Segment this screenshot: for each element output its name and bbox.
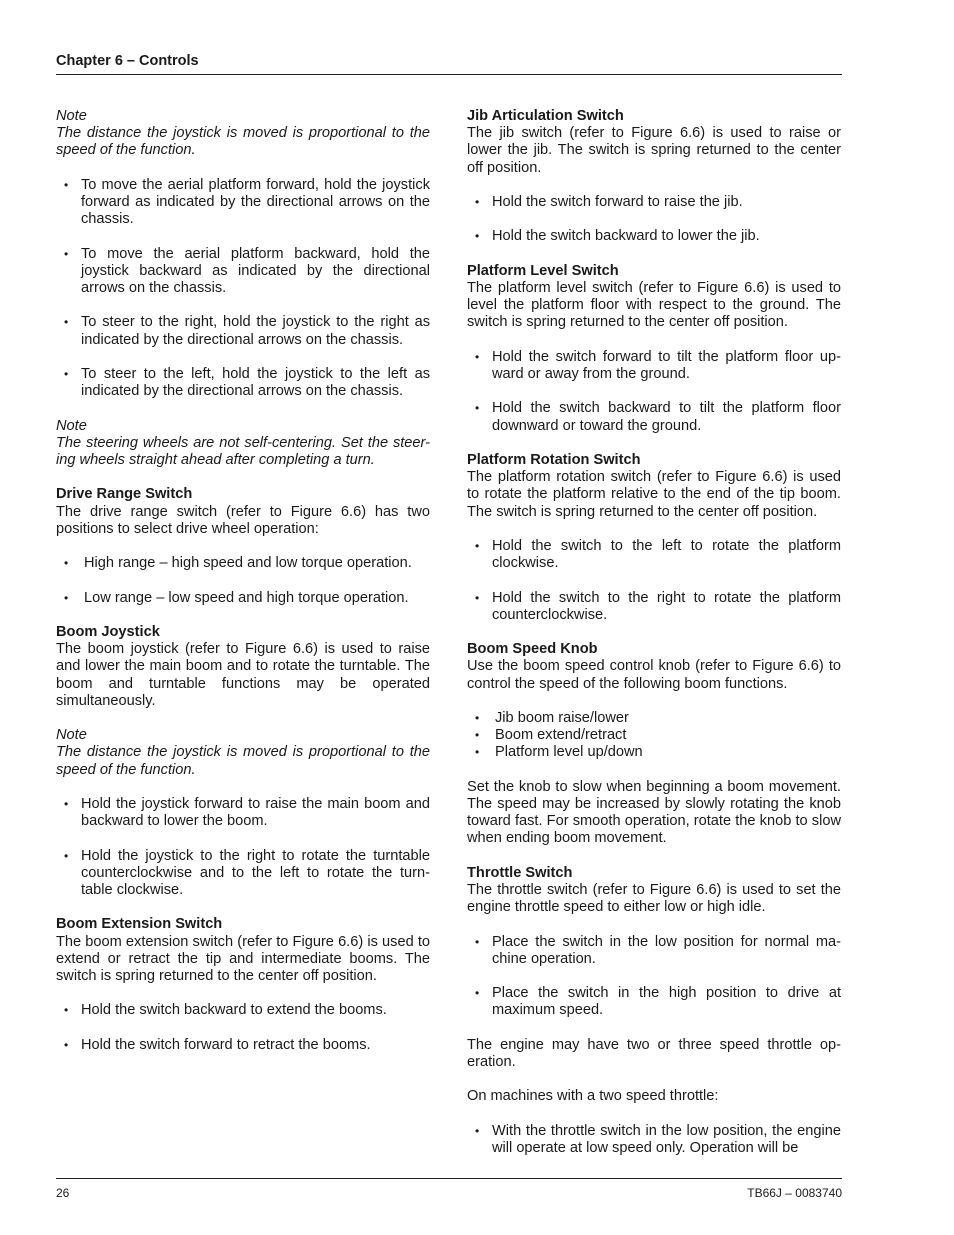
list-item: • Hold the switch to the left to rotate the platform clockwise.	[467, 538, 841, 572]
section-heading: Drive Range Switch	[56, 486, 193, 503]
document-id: TB66J – 0083740	[747, 1186, 842, 1200]
section-body: The boom extension switch (refer to Figure 6.6) is used to extend or retract the tip and intermediate booms. The switch is spring returned to the center off position.	[56, 933, 430, 984]
note-label: Note	[56, 417, 87, 434]
chapter-header: Chapter 6 – Controls	[56, 53, 199, 69]
note-text: The distance the joystick is moved is proportional to the speed of the function.	[56, 744, 430, 778]
section-body: The platform rotation switch (refer to Figure 6.6) is used to rotate the platform relative to the end of the tip boom. The switch is spring returned to the center off position.	[467, 469, 841, 520]
section-body: The drive range switch (refer to Figure 6.6) has two positions to select drive wheel operation:	[56, 503, 430, 537]
list-item: • Hold the switch forward to raise the jib.	[467, 194, 841, 211]
list-item: • To steer to the right, hold the joystick to the right as indicated by the directional arrows on the chassis.	[56, 314, 430, 348]
section-heading: Boom Speed Knob	[467, 641, 598, 658]
section-body: The engine may have two or three speed throttle op-eration.	[467, 1036, 841, 1070]
page-number: 26	[56, 1186, 70, 1200]
section-heading: Boom Joystick	[56, 623, 160, 640]
list-item: • Hold the switch forward to retract the booms.	[56, 1037, 430, 1054]
right-column	[467, 108, 841, 1157]
list-item: • Hold the joystick forward to raise the main boom and backward to lower the boom.	[56, 796, 430, 830]
list-item: • Hold the joystick to the right to rotate the turntable counterclockwise and to the left to rotate the turn-table clockwise.	[56, 848, 430, 900]
list-item: • Hold the switch backward to lower the jib.	[467, 228, 841, 245]
note-label: Note	[56, 727, 87, 744]
list-item: • Hold the switch to the right to rotate the platform counterclockwise.	[467, 590, 841, 624]
section-heading: Boom Extension Switch	[56, 916, 223, 933]
list-item: • High range – high speed and low torque operation.	[56, 555, 430, 572]
list-item: • Hold the switch backward to tilt the platform floor downward or toward the ground.	[467, 400, 841, 434]
section-body: The throttle switch (refer to Figure 6.6) is used to set the engine throttle speed to either low or high idle.	[467, 881, 841, 916]
section-heading: Platform Level Switch	[467, 262, 619, 279]
list-item: • With the throttle switch in the low position, the engine will operate at low speed only. Operation will be	[467, 1123, 841, 1157]
list-item: • Place the switch in the low position for normal ma-chine operation.	[467, 934, 841, 968]
section-heading: Throttle Switch	[467, 864, 573, 881]
list-item: • Hold the switch backward to extend the booms.	[56, 1002, 430, 1019]
section-body: The boom joystick (refer to Figure 6.6) is used to raise and lower the main boom and to rotate the turntable. The boom and turntable functions may be operated simultaneously.	[56, 641, 430, 709]
left-column	[56, 108, 430, 1054]
note-label: Note	[56, 108, 87, 124]
section-body: The jib switch (refer to Figure 6.6) is used to raise or lower the jib. The switch is spring returned to the center off position.	[467, 125, 841, 176]
list-item: • Place the switch in the high position to drive at maximum speed.	[467, 985, 841, 1019]
section-heading: Jib Articulation Switch	[467, 108, 624, 124]
list-item: • Low range – low speed and high torque operation.	[56, 590, 430, 607]
note-text: The steering wheels are not self-centering. Set the steer-ing wheels straight ahead after completing a turn.	[56, 434, 430, 468]
list-item: • To move the aerial platform backward, hold the joystick backward as indicated by the directional arrows on the chassis.	[56, 246, 430, 298]
section-body: Set the knob to slow when beginning a boom movement. The speed may be increased by slowly rotating the knob toward fast. For smooth operation, rotate the knob to slow when ending boom movement.	[467, 778, 841, 847]
section-body: On machines with a two speed throttle:	[467, 1088, 719, 1105]
section-heading: Platform Rotation Switch	[467, 451, 641, 468]
section-body: The platform level switch (refer to Figure 6.6) is used to level the platform floor with respect to the ground. The switch is spring returned to the center off position.	[467, 279, 841, 331]
list-item: • Platform level up/down	[467, 744, 841, 761]
footer-rule	[56, 1178, 842, 1179]
section-body: Use the boom speed control knob (refer to Figure 6.6) to control the speed of the following boom functions.	[467, 658, 841, 692]
list-item: • Boom extend/retract	[467, 727, 841, 744]
list-item: • Hold the switch forward to tilt the platform floor up-ward or away from the ground.	[467, 349, 841, 383]
header-rule	[56, 74, 842, 75]
list-item: • To move the aerial platform forward, hold the joystick forward as indicated by the directional arrows on the chassis.	[56, 177, 430, 229]
list-item: • Jib boom raise/lower	[467, 710, 841, 727]
note-text: The distance the joystick is moved is proportional to the speed of the function.	[56, 125, 430, 159]
list-item: • To steer to the left, hold the joystick to the left as indicated by the directional arrows on the chassis.	[56, 366, 430, 400]
